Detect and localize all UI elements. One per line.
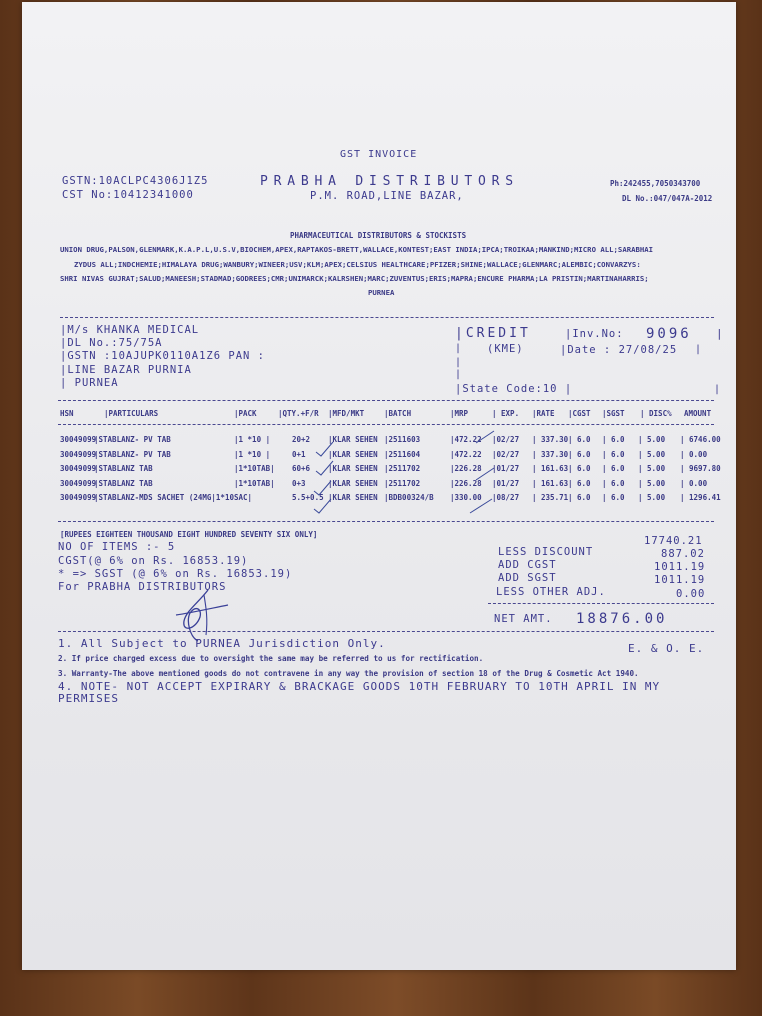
company-name: PRABHA DISTRIBUTORS [260,174,519,189]
column-header: |SGST [602,409,625,418]
term-2: 2. If price charged excess due to oversight the same may be referred to us for rectification. [58,654,484,663]
invoice-bracket: | [716,327,723,340]
credit-label: |CREDIT [455,326,531,341]
cst-number: CST No:10412341000 [62,189,194,201]
gstn-number: GSTN:10ACLPC4306J1Z5 [62,175,209,187]
cgst-note: CGST(@ 6% on Rs. 16853.19) [58,555,249,567]
item-count: NO OF ITEMS :- 5 [58,541,176,553]
table-cell: | 6.0 [568,449,591,459]
table-cell: | 6746.00 [680,435,721,444]
bracket: | [455,369,462,380]
company-phone: Ph:242455,7050343700 [610,179,701,188]
table-cell: | 5.00 [638,449,666,459]
term-1: 1. All Subject to PURNEA Jurisdiction Only. [58,637,386,650]
table-cell: |226.28 [450,478,482,488]
add-cgst-value: 1011.19 [654,561,706,573]
column-header: | EXP. [492,409,520,418]
state-code: |State Code:10 | [455,383,573,395]
table-cell: |KLAR SEHEN [328,478,378,488]
table-cell: |1*10TAB| [234,464,275,473]
table-cell: |STABLANZ TAB [94,478,153,488]
column-header: AMOUNT [684,409,712,418]
add-sgst-label: ADD SGST [498,572,557,584]
table-cell: 30049099 [60,478,97,488]
divider-top [60,317,714,318]
table-cell: |01/27 [492,464,520,473]
eoe-label: E. & O. E. [628,642,705,655]
net-amount-label: NET AMT. [494,613,553,625]
check-marks [300,425,500,515]
table-cell: | 6.0 [602,435,625,444]
column-header: |MFD/MKT [328,409,365,418]
table-cell: | 6.0 [568,464,591,473]
invoice-number-label: |Inv.No: [565,328,624,340]
table-cell: | 5.00 [638,493,666,502]
invoice-number: 9096 [646,326,692,342]
table-cell: |KLAR SEHEN [328,449,378,459]
table-cell: | 1296.41 [680,493,721,502]
table-cell: | 6.0 [568,435,591,444]
column-header: |MRP [450,409,469,418]
table-cell: | 5.00 [638,464,666,473]
table-cell: | 9697.80 [680,464,721,473]
table-cell: 0+3 [292,478,306,488]
table-cell: |08/27 [492,493,520,502]
table-cell: | 337.30 [532,449,569,459]
column-header: |PARTICULARS [104,409,159,418]
table-cell: 5.5+0.5 [292,493,324,502]
table-cell: 30049099 [60,464,97,473]
invoice-date: |Date : 27/08/25 [560,344,678,356]
table-cell: | 6.0 [568,478,591,488]
bracket: | [455,357,462,368]
table-cell: |02/27 [492,449,520,459]
term-4-line-1: 4. NOTE- NOT ACCEPT EXPIRARY & BRACKAGE GOODS 10TH FEBRUARY TO 10TH APRIL IN MY [58,680,661,693]
table-cell: | 5.00 [638,478,666,488]
gross-amount: 17740.21 [644,535,703,547]
table-cell: |01/27 [492,478,520,488]
bracket: | [714,384,721,395]
table-cell: |02/27 [492,435,520,444]
bracket: | [455,343,462,354]
table-cell: |STABLANZ- PV TAB [94,435,171,444]
table-cell: |472.22 [450,435,482,444]
company-address: P.M. ROAD,LINE BAZAR, [310,190,464,202]
other-adj-value: 0.00 [676,588,706,600]
table-cell: | 161.63 [532,478,569,488]
table-cell: 0+1 [292,449,306,459]
divider-terms [58,631,714,632]
divider-net-top [488,603,714,604]
signature [168,585,238,645]
term-4-line-2: PERMISES [58,692,119,705]
column-header: HSN [60,409,74,418]
party-address-1: |LINE BAZAR PURNIA [60,364,192,376]
table-cell: |2511702 [384,464,421,473]
table-cell: 60+6 [292,464,311,473]
column-header: |QTY.+F/R [278,409,319,418]
table-cell: | 0.00 [680,449,708,459]
discount-value: 887.02 [661,548,705,560]
party-dl: |DL No.:75/75A [60,337,163,349]
term-3: 3. Warranty-The above mentioned goods do not contravene in any way the provision of section 18 of the Drug & Cosmetic Act 1940. [58,669,639,678]
table-cell: |KLAR SEHEN [328,464,378,473]
table-cell: |STABLANZ TAB [94,464,153,473]
other-adj-label: LESS OTHER ADJ. [496,586,606,598]
discount-label: LESS DISCOUNT [498,546,594,558]
table-cell: 30049099 [60,493,97,502]
table-cell: |2511702 [384,478,421,488]
amount-in-words: [RUPEES EIGHTEEN THOUSAND EIGHT HUNDRED SEVENTY SIX ONLY] [60,530,318,539]
table-cell: |STABLANZ- PV TAB [94,449,171,459]
table-cell: | 235.71 [532,493,569,502]
company-dl: DL No.:047/047A-2012 [622,194,713,203]
column-header: |CGST [568,409,591,418]
column-header: |RATE [532,409,555,418]
table-cell: | 6.0 [602,493,625,502]
column-header: | DISC% [640,409,672,418]
table-cell: |2511603 [384,435,421,444]
bracket: | [695,344,702,355]
table-cell: |1 *10 | [234,435,271,444]
table-cell: | 337.30 [532,435,569,444]
table-cell: 30049099 [60,449,97,459]
table-cell: |472.22 [450,449,482,459]
sgst-note: * => SGST (@ 6% on Rs. 16853.19) [58,568,293,580]
party-name: |M/s KHANKA MEDICAL [60,324,200,336]
principals-line-4: PURNEA [368,288,395,297]
table-cell: |BDB00324/B [384,493,434,502]
table-cell: | 6.0 [602,478,625,488]
table-cell: | 0.00 [680,478,708,488]
company-tagline: PHARMACEUTICAL DISTRIBUTORS & STOCKISTS [290,231,467,240]
table-cell: | 161.63 [532,464,569,473]
document-title: GST INVOICE [340,149,418,160]
table-cell: | 6.0 [568,493,591,502]
table-cell: | 6.0 [602,464,625,473]
principals-line-3: SHRI NIVAS GUJRAT;SALUD;MANEESH;STADMAD;GODREES;CMR;UNIMARCK;KALRSHEN;MARC;ZUVENTUS;ERIS;MAPRA;ENCURE PHARMA;LA PRISTIN;MARTINAHARRIS; [60,274,649,283]
table-cell: |STABLANZ-MDS SACHET (24MG|1*10SAC| [94,493,253,502]
table-cell: |1 *10 | [234,449,271,459]
party-gstn: |GSTN :10AJUPK0110A1Z6 PAN : [60,350,266,362]
table-cell: 30049099 [60,435,97,444]
kme-label: (KME) [487,343,524,355]
table-cell: 20+2 [292,435,311,444]
column-header: |PACK [234,409,257,418]
table-cell: |1*10TAB| [234,478,275,488]
table-cell: |2511604 [384,449,421,459]
party-address-2: | PURNEA [60,377,119,389]
table-cell: |226.28 [450,464,482,473]
table-cell: |KLAR SEHEN [328,435,378,444]
add-sgst-value: 1011.19 [654,574,706,586]
net-amount-value: 18876.00 [576,611,668,627]
principals-line-2: ZYDUS ALL;INDCHEMIE;HIMALAYA DRUG;WANBURY;WINEER;USV;KLM;APEX;CELSIUS HEALTHCARE;PFIZER;SHINE;WALLACE;GLENMARC;ALEMBIC;CONVARZYS: [74,260,641,269]
divider-table-top [58,400,714,401]
principals-line-1: UNION DRUG,PALSON,GLENMARK,K.A.P.L,U.S.V,BIOCHEM,APEX,RAPTAKOS-BRETT,WALLACE,KONTEST;EAST INDIA;IPCA;TROIKAA;MANKIND;MICRO ALL;SARABHAI [60,245,654,254]
table-cell: | 6.0 [602,449,625,459]
divider-table-bottom [58,521,714,522]
for-company: For PRABHA DISTRIBUTORS [58,581,227,593]
table-cell: |330.00 [450,493,482,502]
table-cell: |KLAR SEHEN [328,493,378,502]
add-cgst-label: ADD CGST [498,559,557,571]
column-header: |BATCH [384,409,412,418]
table-cell: | 5.00 [638,435,666,444]
